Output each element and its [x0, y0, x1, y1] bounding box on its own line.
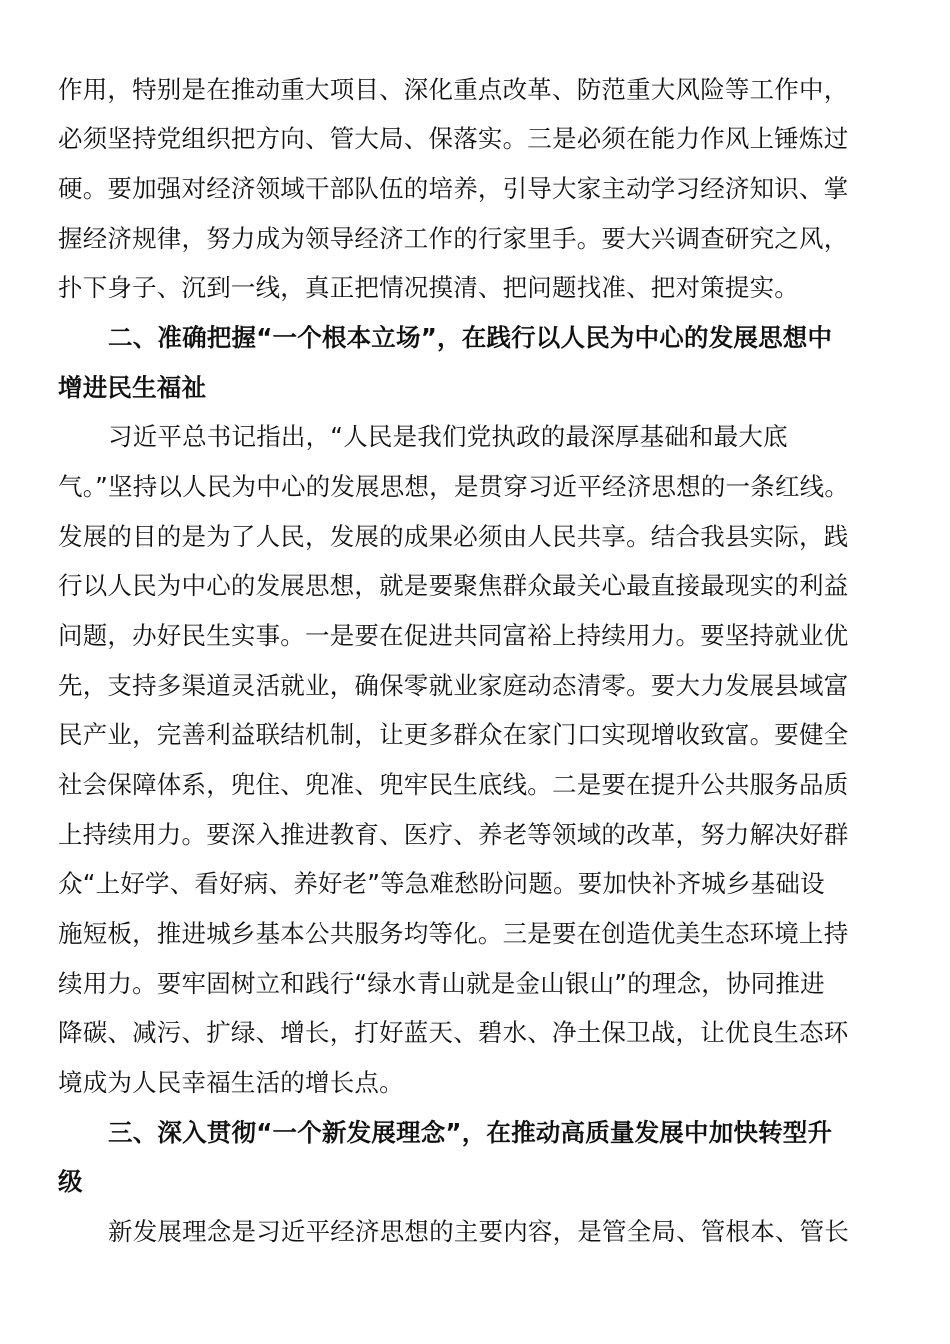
text-line: 扑下身子、沉到一线，真正把情况摸清、把问题找准、把对策提实。	[58, 273, 799, 302]
text-line: 握经济规律，努力成为领导经济工作的行家里手。要大兴调查研究之风，	[58, 224, 849, 253]
text-line: 续用力。要牢固树立和践行“绿水青山就是金山银山”的理念，协同推进	[58, 969, 825, 998]
section-heading: 二、准确把握“一个根本立场”，在践行以人民为中心的发展思想中	[108, 323, 833, 352]
text-line: 发展的目的是为了人民，发展的成果必须由人民共享。结合我县实际，践	[58, 522, 849, 551]
section-heading: 级	[58, 1167, 83, 1196]
text-line: 社会保障体系，兜住、兜准、兜牢民生底线。二是要在提升公共服务品质	[58, 770, 849, 799]
text-line: 施短板，推进城乡基本公共服务均等化。三是要在创造优美生态环境上持	[58, 919, 849, 948]
text-line: 硬。要加强对经济领域干部队伍的培养，引导大家主动学习经济知识、掌	[58, 174, 849, 203]
text-line: 行以人民为中心的发展思想，就是要聚焦群众最关心最直接最现实的利益	[58, 571, 849, 600]
text-line: 众“上好学、看好病、养好老”等急难愁盼问题。要加快补齐城乡基础设	[58, 869, 825, 898]
text-line: 民产业，完善利益联结机制，让更多群众在家门口实现增收致富。要健全	[58, 720, 849, 749]
text-line: 问题，办好民生实事。一是要在促进共同富裕上持续用力。要坚持就业优	[58, 621, 849, 650]
text-line: 降碳、减污、扩绿、增长，打好蓝天、碧水、净土保卫战，让优良生态环	[58, 1018, 849, 1047]
text-line: 境成为人民幸福生活的增长点。	[58, 1068, 404, 1097]
section-heading: 增进民生福祉	[58, 373, 207, 402]
text-line: 气。”坚持以人民为中心的发展思想，是贯穿习近平经济思想的一条红线。	[58, 472, 850, 501]
text-line: 必须坚持党组织把方向、管大局、保落实。三是必须在能力作风上锤炼过	[58, 124, 849, 153]
text-line: 作用，特别是在推动重大项目、深化重点改革、防范重大风险等工作中，	[58, 75, 849, 104]
text-line: 先，支持多渠道灵活就业，确保零就业家庭动态清零。要大力发展县域富	[58, 671, 849, 700]
text-line: 上持续用力。要深入推进教育、医疗、养老等领域的改革，努力解决好群	[58, 820, 849, 849]
text-line: 新发展理念是习近平经济思想的主要内容，是管全局、管根本、管长	[108, 1217, 849, 1246]
text-line: 习近平总书记指出，“人民是我们党执政的最深厚基础和最大底	[108, 422, 788, 451]
section-heading: 三、深入贯彻“一个新发展理念”，在推动高质量发展中加快转型升	[108, 1118, 833, 1147]
